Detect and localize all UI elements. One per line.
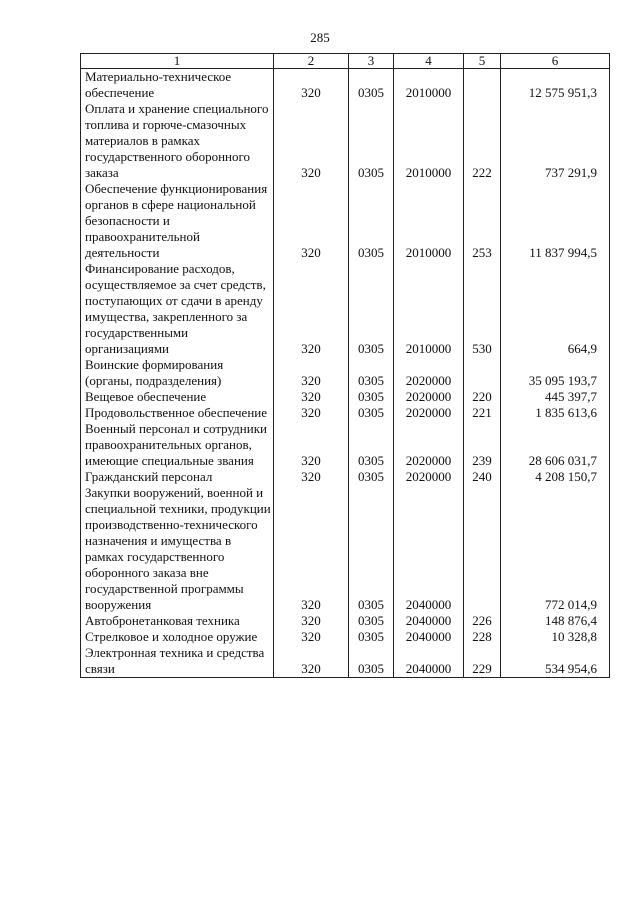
row-name: Воинские формирования (органы, подразделения) [81,357,274,389]
row-amount: 28 606 031,7 [501,421,610,469]
row-name: Материально-техническое обеспечение [81,69,274,102]
column-header-3: 3 [349,54,394,69]
row-code-4: 2010000 [394,181,464,261]
row-name: Электронная техника и средства связи [81,645,274,678]
page-number: 285 [310,30,330,45]
row-code-5: 221 [464,405,501,421]
table-row [81,181,610,261]
row-code-3: 0305 [349,389,394,405]
row-amount: 4 208 150,7 [501,469,610,485]
row-code-3: 0305 [349,629,394,645]
row-code-5: 226 [464,613,501,629]
row-name: Оплата и хранение специального топлива и горюче-смазочных материалов в рамках государственного оборонного заказа [81,101,274,181]
header-row [81,54,610,69]
table-row [81,629,610,645]
row-code-5: 220 [464,389,501,405]
row-amount: 11 837 994,5 [501,181,610,261]
table-row [81,357,610,389]
row-code-5: 530 [464,261,501,357]
row-code-5: 240 [464,469,501,485]
table-row [81,405,610,421]
row-code-3: 0305 [349,405,394,421]
row-name: Финансирование расходов, осуществляемое за счет средств, поступающих от сдачи в аренду имущества, закрепленного за государственными организациями [81,261,274,357]
row-amount: 35 095 193,7 [501,357,610,389]
row-code-5: 229 [464,645,501,678]
row-name: Закупки вооружений, военной и специальной техники, продукции производственно-технического назначения и имущества в рамках государственного оборонного заказа вне государственной программы вооружения [81,485,274,613]
row-code-3: 0305 [349,645,394,678]
row-code-2: 320 [274,485,349,613]
row-code-4: 2040000 [394,613,464,629]
row-name: Вещевое обеспечение [81,389,274,405]
row-code-5: 239 [464,421,501,469]
column-header-4: 4 [394,54,464,69]
row-code-2: 320 [274,421,349,469]
row-amount: 10 328,8 [501,629,610,645]
column-header-5: 5 [464,54,501,69]
column-header-2: 2 [274,54,349,69]
row-code-3: 0305 [349,261,394,357]
row-amount: 12 575 951,3 [501,69,610,102]
row-code-4: 2020000 [394,421,464,469]
row-code-5 [464,357,501,389]
row-code-5: 228 [464,629,501,645]
table-row [81,101,610,181]
row-code-2: 320 [274,69,349,102]
row-name: Продовольственное обеспечение [81,405,274,421]
row-code-2: 320 [274,357,349,389]
table-row [81,389,610,405]
row-code-5: 222 [464,101,501,181]
table-row [81,261,610,357]
row-code-4: 2010000 [394,69,464,102]
row-code-2: 320 [274,645,349,678]
row-code-3: 0305 [349,485,394,613]
row-code-4: 2040000 [394,485,464,613]
row-code-4: 2020000 [394,469,464,485]
row-code-2: 320 [274,405,349,421]
row-name: Обеспечение функционирования органов в сфере национальной безопасности и правоохранительной деятельности [81,181,274,261]
table-row [81,421,610,469]
column-header-6: 6 [501,54,610,69]
row-name: Гражданский персонал [81,469,274,485]
row-code-2: 320 [274,469,349,485]
row-code-4: 2040000 [394,629,464,645]
table-row [81,469,610,485]
row-amount: 445 397,7 [501,389,610,405]
row-code-4: 2040000 [394,645,464,678]
row-code-4: 2010000 [394,261,464,357]
column-header-1: 1 [81,54,274,69]
row-code-5: 253 [464,181,501,261]
row-code-3: 0305 [349,181,394,261]
row-name: Военный персонал и сотрудники правоохранительных органов, имеющие специальные звания [81,421,274,469]
row-amount: 664,9 [501,261,610,357]
row-code-2: 320 [274,629,349,645]
row-code-3: 0305 [349,613,394,629]
row-code-2: 320 [274,101,349,181]
row-code-4: 2020000 [394,357,464,389]
table-body [81,69,610,678]
table-row [81,485,610,613]
table-row [81,69,610,102]
row-code-2: 320 [274,613,349,629]
row-amount: 772 014,9 [501,485,610,613]
budget-table [80,53,610,678]
row-code-2: 320 [274,181,349,261]
row-code-3: 0305 [349,69,394,102]
row-amount: 148 876,4 [501,613,610,629]
row-code-3: 0305 [349,101,394,181]
row-amount: 737 291,9 [501,101,610,181]
row-code-4: 2020000 [394,405,464,421]
row-code-3: 0305 [349,469,394,485]
table-row [81,613,610,629]
row-code-2: 320 [274,389,349,405]
row-name: Автобронетанковая техника [81,613,274,629]
table-header [81,54,610,69]
row-code-4: 2020000 [394,389,464,405]
table-row [81,645,610,678]
row-code-5 [464,69,501,102]
row-code-3: 0305 [349,421,394,469]
row-amount: 1 835 613,6 [501,405,610,421]
row-amount: 534 954,6 [501,645,610,678]
row-name: Стрелковое и холодное оружие [81,629,274,645]
row-code-4: 2010000 [394,101,464,181]
row-code-5 [464,485,501,613]
row-code-3: 0305 [349,357,394,389]
row-code-2: 320 [274,261,349,357]
